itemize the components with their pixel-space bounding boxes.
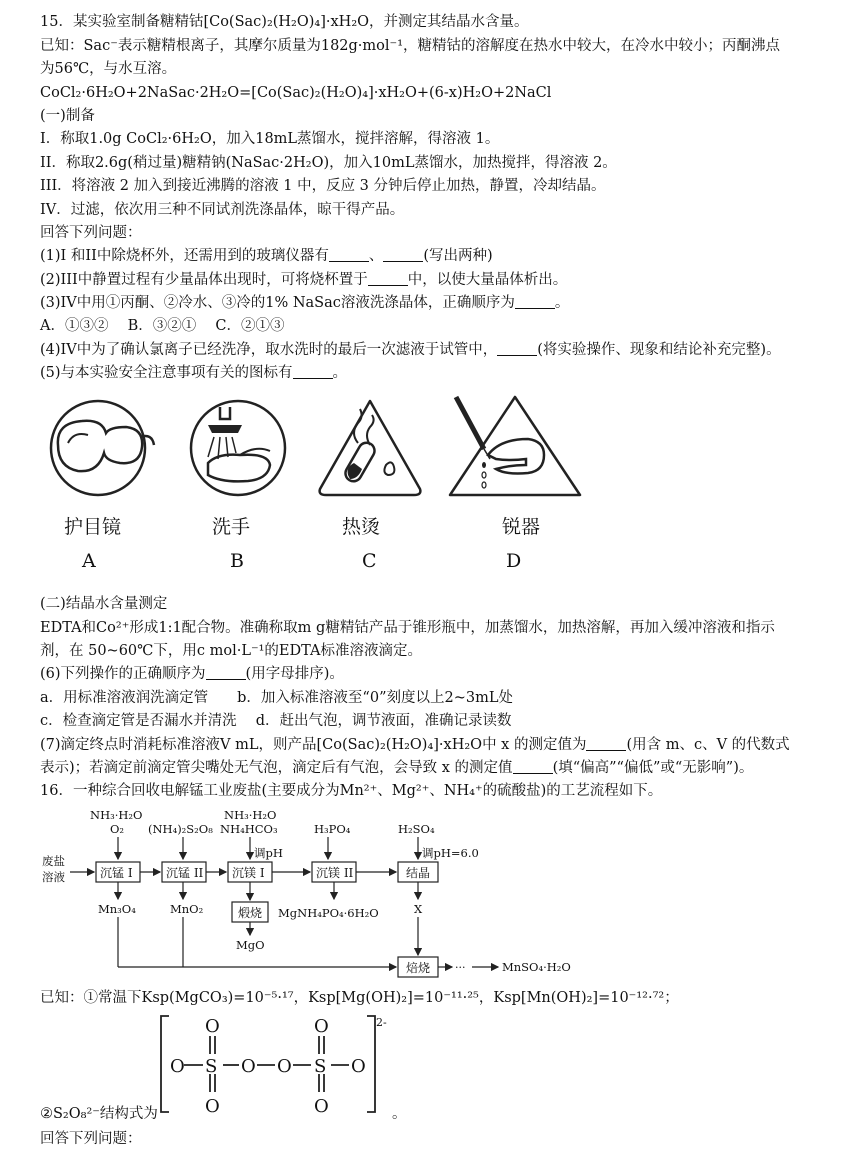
product-label: Mn₃O₄ <box>98 902 136 916</box>
hand-wash-icon <box>178 393 298 503</box>
answer-blank[interactable] <box>513 759 553 774</box>
process-box-label: 沉锰 II <box>166 866 204 880</box>
answer-blank[interactable] <box>368 271 408 286</box>
reagent-label: NH₃·H₂O <box>224 808 277 822</box>
answer-blank[interactable] <box>515 294 555 309</box>
part2-heading: (二)结晶水含量测定 <box>40 596 168 612</box>
reagent-label: (NH₄)₂S₂O₈ <box>148 822 213 836</box>
ion-charge: 2- <box>376 1016 387 1029</box>
step-3: III．将溶液 2 加入到接近沸腾的溶液 1 中，反应 3 分钟后停止加热，静置，冷却结晶。 <box>40 178 606 194</box>
sharp-object-icon <box>440 393 590 503</box>
q16-known-2-end: 。 <box>392 1106 407 1122</box>
q15-title: 15．某实验室制备糖精钴[Co(Sac)₂(H₂O)₄]·xH₂O，并测定其结晶水含量。 <box>40 14 529 30</box>
q16-known-2: ②S₂O₈²⁻结构式为 <box>40 1106 158 1122</box>
product-label: X <box>414 902 423 916</box>
sub-question-3: (3)IV中用①丙酮、②冷水、③冷的1% NaSac溶液洗涤晶体，正确顺序为 。 <box>40 295 570 311</box>
sub-question-3-options: A．①③② B．③②① C．②①③ <box>40 318 285 334</box>
q16-title: 16．一种综合回收电解锰工业废盐(主要成分为Mn²⁺、Mg²⁺、NH₄⁺的硫酸盐)的工艺流程如下。 <box>40 783 663 799</box>
sub-question-7-line1: (7)滴定终点时消耗标准溶液V mL，则产品[Co(Sac)₂(H₂O)₄]·xH₂O中 x 的测定值为 (用含 m、c、V 的代数式 <box>40 737 790 753</box>
product-label: MgO <box>236 938 265 952</box>
option-letter: D <box>506 550 522 572</box>
step-1: I．称取1.0g CoCl₂·6H₂O，加入18mL蒸馏水，搅拌溶解，得溶液 1。 <box>40 131 500 147</box>
final-product-label: MnSO₄·H₂O <box>502 960 571 974</box>
process-box-label: 沉镁 I <box>232 866 265 880</box>
answer-blank[interactable] <box>206 665 246 680</box>
process-box-label: 沉锰 I <box>100 866 133 880</box>
option-letter: B <box>230 550 244 572</box>
atom-label: O <box>241 1056 256 1077</box>
reagent-label: H₃PO₄ <box>314 822 351 836</box>
input-label: 溶液 <box>42 870 65 884</box>
sub-question-6: (6)下列操作的正确顺序为 (用字母排序)。 <box>40 666 344 682</box>
atom-label: O <box>170 1056 185 1077</box>
atom-label: O <box>277 1056 292 1077</box>
part2-line1: EDTA和Co²⁺形成1:1配合物。准确称取m g糖精钴产品于锥形瓶中，加蒸馏水，加热溶解，再加入缓冲溶液和指示 <box>40 620 775 636</box>
reagent-label: O₂ <box>110 822 125 836</box>
process-flow-diagram <box>40 805 600 980</box>
atom-label: O <box>314 1096 329 1117</box>
sub-question-4: (4)IV中为了确认氯离子已经洗净，取水洗时的最后一次滤液于试管中， (将实验操作、现象和结论补充完整)。 <box>40 342 781 358</box>
atom-label: S <box>314 1056 327 1077</box>
answer-blank[interactable] <box>383 247 423 262</box>
process-box-label: 沉镁 II <box>316 866 354 880</box>
process-box-label: 煅烧 <box>238 906 263 920</box>
peroxydisulfate-structure <box>155 1012 405 1117</box>
process-box-label: 焙烧 <box>406 961 431 975</box>
answer-blank[interactable] <box>586 736 626 751</box>
ph-label: 调pH <box>254 846 283 860</box>
icon-caption: 锐器 <box>502 516 541 538</box>
sub-question-7-line2: 表示)；若滴定前滴定管尖嘴处无气泡，滴定后有气泡，会导致 x 的测定值 (填“偏高”“偏低”或“无影响”)。 <box>40 760 754 776</box>
atom-label: O <box>205 1096 220 1117</box>
product-label: MgNH₄PO₄·6H₂O <box>278 906 379 920</box>
answer-blank[interactable] <box>329 247 369 262</box>
atom-label: O <box>205 1016 220 1037</box>
step-2: II．称取2.6g(稍过量)糖精钠(NaSac·2H₂O)，加入10mL蒸馏水，加热搅拌，得溶液 2。 <box>40 155 617 171</box>
part2-line2: 剂，在 50~60℃下，用c mol·L⁻¹的EDTA标准溶液滴定。 <box>40 643 422 659</box>
ph-label: 调pH=6.0 <box>422 846 479 860</box>
answer-prompt-16: 回答下列问题： <box>40 1131 142 1147</box>
answer-blank[interactable] <box>497 341 537 356</box>
step-4: IV．过滤，依次用三种不同试剂洗涤晶体，晾干得产品。 <box>40 202 405 218</box>
sub-question-2: (2)III中静置过程有少量晶体出现时，可将烧杯置于 中，以使大量晶体析出。 <box>40 272 568 288</box>
goggles-icon <box>40 393 160 503</box>
reagent-label: H₂SO₄ <box>398 822 435 836</box>
answer-prompt-15: 回答下列问题： <box>40 225 142 241</box>
option-letter: C <box>362 550 377 572</box>
answer-blank[interactable] <box>293 364 333 379</box>
sub-question-1: (1)I 和II中除烧杯外，还需用到的玻璃仪器有 、 (写出两种) <box>40 248 493 264</box>
atom-label: O <box>314 1016 329 1037</box>
atom-label: O <box>351 1056 366 1077</box>
reagent-label: NH₃·H₂O <box>90 808 143 822</box>
q15-equation: CoCl₂·6H₂O+2NaSac·2H₂O=[Co(Sac)₂(H₂O)₄]·xH₂O+(6-x)H₂O+2NaCl <box>40 85 552 101</box>
icon-caption: 洗手 <box>212 516 251 538</box>
hot-icon <box>310 393 430 503</box>
ellipsis: ··· <box>455 961 466 974</box>
part1-heading: (一)制备 <box>40 108 95 124</box>
sub-question-5: (5)与本实验安全注意事项有关的图标有 。 <box>40 365 348 381</box>
option-letter: A <box>82 550 96 572</box>
q15-known-line1: 已知：Sac⁻表示糖精根离子，其摩尔质量为182g·mol⁻¹，糖精钴的溶解度在热水中较大，在冷水中较小；丙酮沸点 <box>40 38 780 54</box>
operation-ab: a．用标准溶液润洗滴定管 b．加入标准溶液至“0”刻度以上2~3mL处 <box>40 690 513 706</box>
atom-label: S <box>205 1056 218 1077</box>
product-label: MnO₂ <box>170 902 204 916</box>
operation-cd: c．检查滴定管是否漏水并清洗 d．赶出气泡，调节液面，准确记录读数 <box>40 713 512 729</box>
icon-caption: 护目镜 <box>64 516 122 538</box>
process-box-label: 结晶 <box>406 866 431 880</box>
q16-known-1: 已知：①常温下Ksp(MgCO₃)=10⁻⁵·¹⁷，Ksp[Mg(OH)₂]=10⁻¹¹·²⁵，Ksp[Mn(OH)₂]=10⁻¹²·⁷²； <box>40 990 679 1006</box>
input-label: 废盐 <box>42 854 65 868</box>
reagent-label: NH₄HCO₃ <box>220 822 278 836</box>
icon-caption: 热烫 <box>342 516 381 538</box>
q15-known-line2: 为56℃，与水互溶。 <box>40 61 177 77</box>
